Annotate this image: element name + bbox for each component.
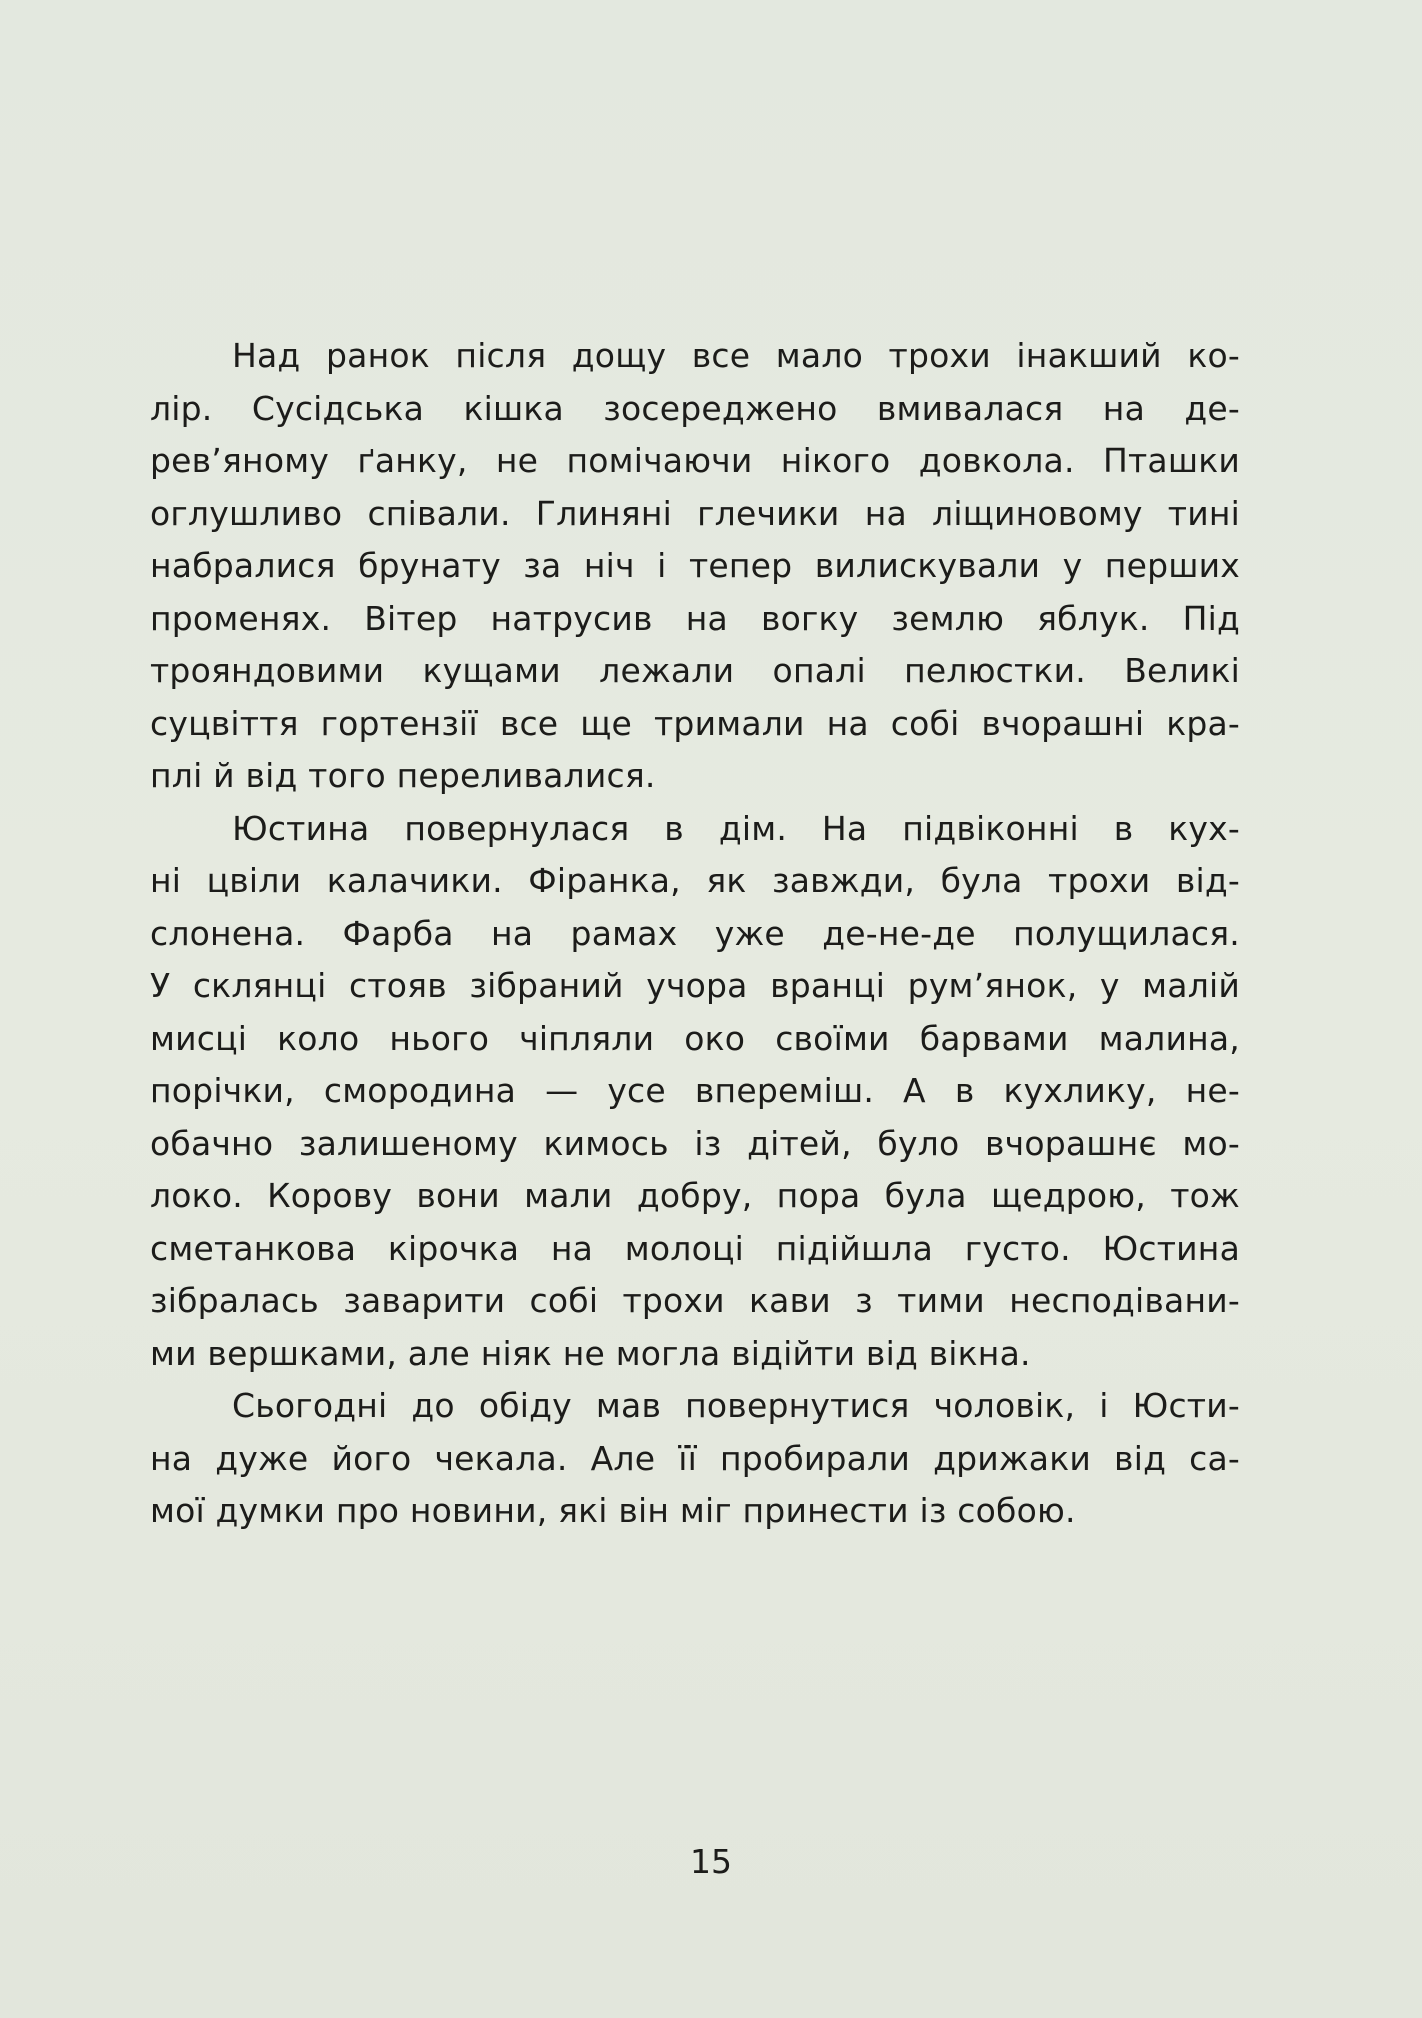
text-line: плі й від того переливалися.: [150, 756, 656, 795]
text-line: Сьогодні до обіду мав повернутися чоловік, і Юсти-: [232, 1386, 1240, 1425]
text-line: трояндовими кущами лежали опалі пелюстки. Великі: [150, 651, 1240, 690]
text-line: мої думки про новини, які він міг принести із собою.: [150, 1491, 1076, 1530]
text-line: суцвіття гортензії все ще тримали на собі вчорашні кра-: [150, 703, 1240, 743]
text-line: зібралась заварити собі трохи кави з тими несподівани-: [150, 1281, 1240, 1320]
text-line: порічки, смородина — усе впереміш. А в кухлику, не-: [150, 1071, 1240, 1110]
text-line: локо. Корову вони мали добру, пора була щедрою, тож: [150, 1176, 1240, 1215]
text-line: оглушливо співали. Глиняні глечики на ліщиновому тині: [150, 493, 1240, 533]
text-line: променях. Вітер натрусив на вогку землю яблук. Під: [150, 598, 1240, 638]
text-line: мисці коло нього чіпляли око своїми барвами малина,: [150, 1018, 1240, 1058]
text-line: У склянці стояв зібраний учора вранці рум’янок, у малій: [150, 966, 1240, 1005]
page-number: 15: [690, 1842, 732, 1881]
text-line: сметанкова кірочка на молоці підійшла густо. Юстина: [150, 1228, 1240, 1268]
text-line: ні цвіли калачики. Фіранка, як завжди, була трохи від-: [150, 861, 1240, 900]
text-line: Юстина повернулася в дім. На підвіконні в кух-: [232, 808, 1240, 848]
text-line: набралися брунату за ніч і тепер вилискували у перших: [150, 546, 1240, 585]
text-line: рев’яному ґанку, не помічаючи нікого довкола. Пташки: [150, 441, 1240, 480]
text-line: Над ранок після дощу все мало трохи інакший ко-: [232, 336, 1240, 375]
text-line: слонена. Фарба на рамах уже де-не-де полущилася.: [150, 913, 1240, 953]
text-line: на дуже його чекала. Але її пробирали дрижаки від са-: [150, 1438, 1240, 1478]
text-line: обачно залишеному кимось із дітей, було вчорашнє мо-: [150, 1123, 1240, 1163]
body-text: [150, 330, 1240, 1538]
text-line: лір. Сусідська кішка зосереджено вмивалася на де-: [150, 388, 1240, 428]
text-line: ми вершками, але ніяк не могла відійти від вікна.: [150, 1333, 1031, 1373]
